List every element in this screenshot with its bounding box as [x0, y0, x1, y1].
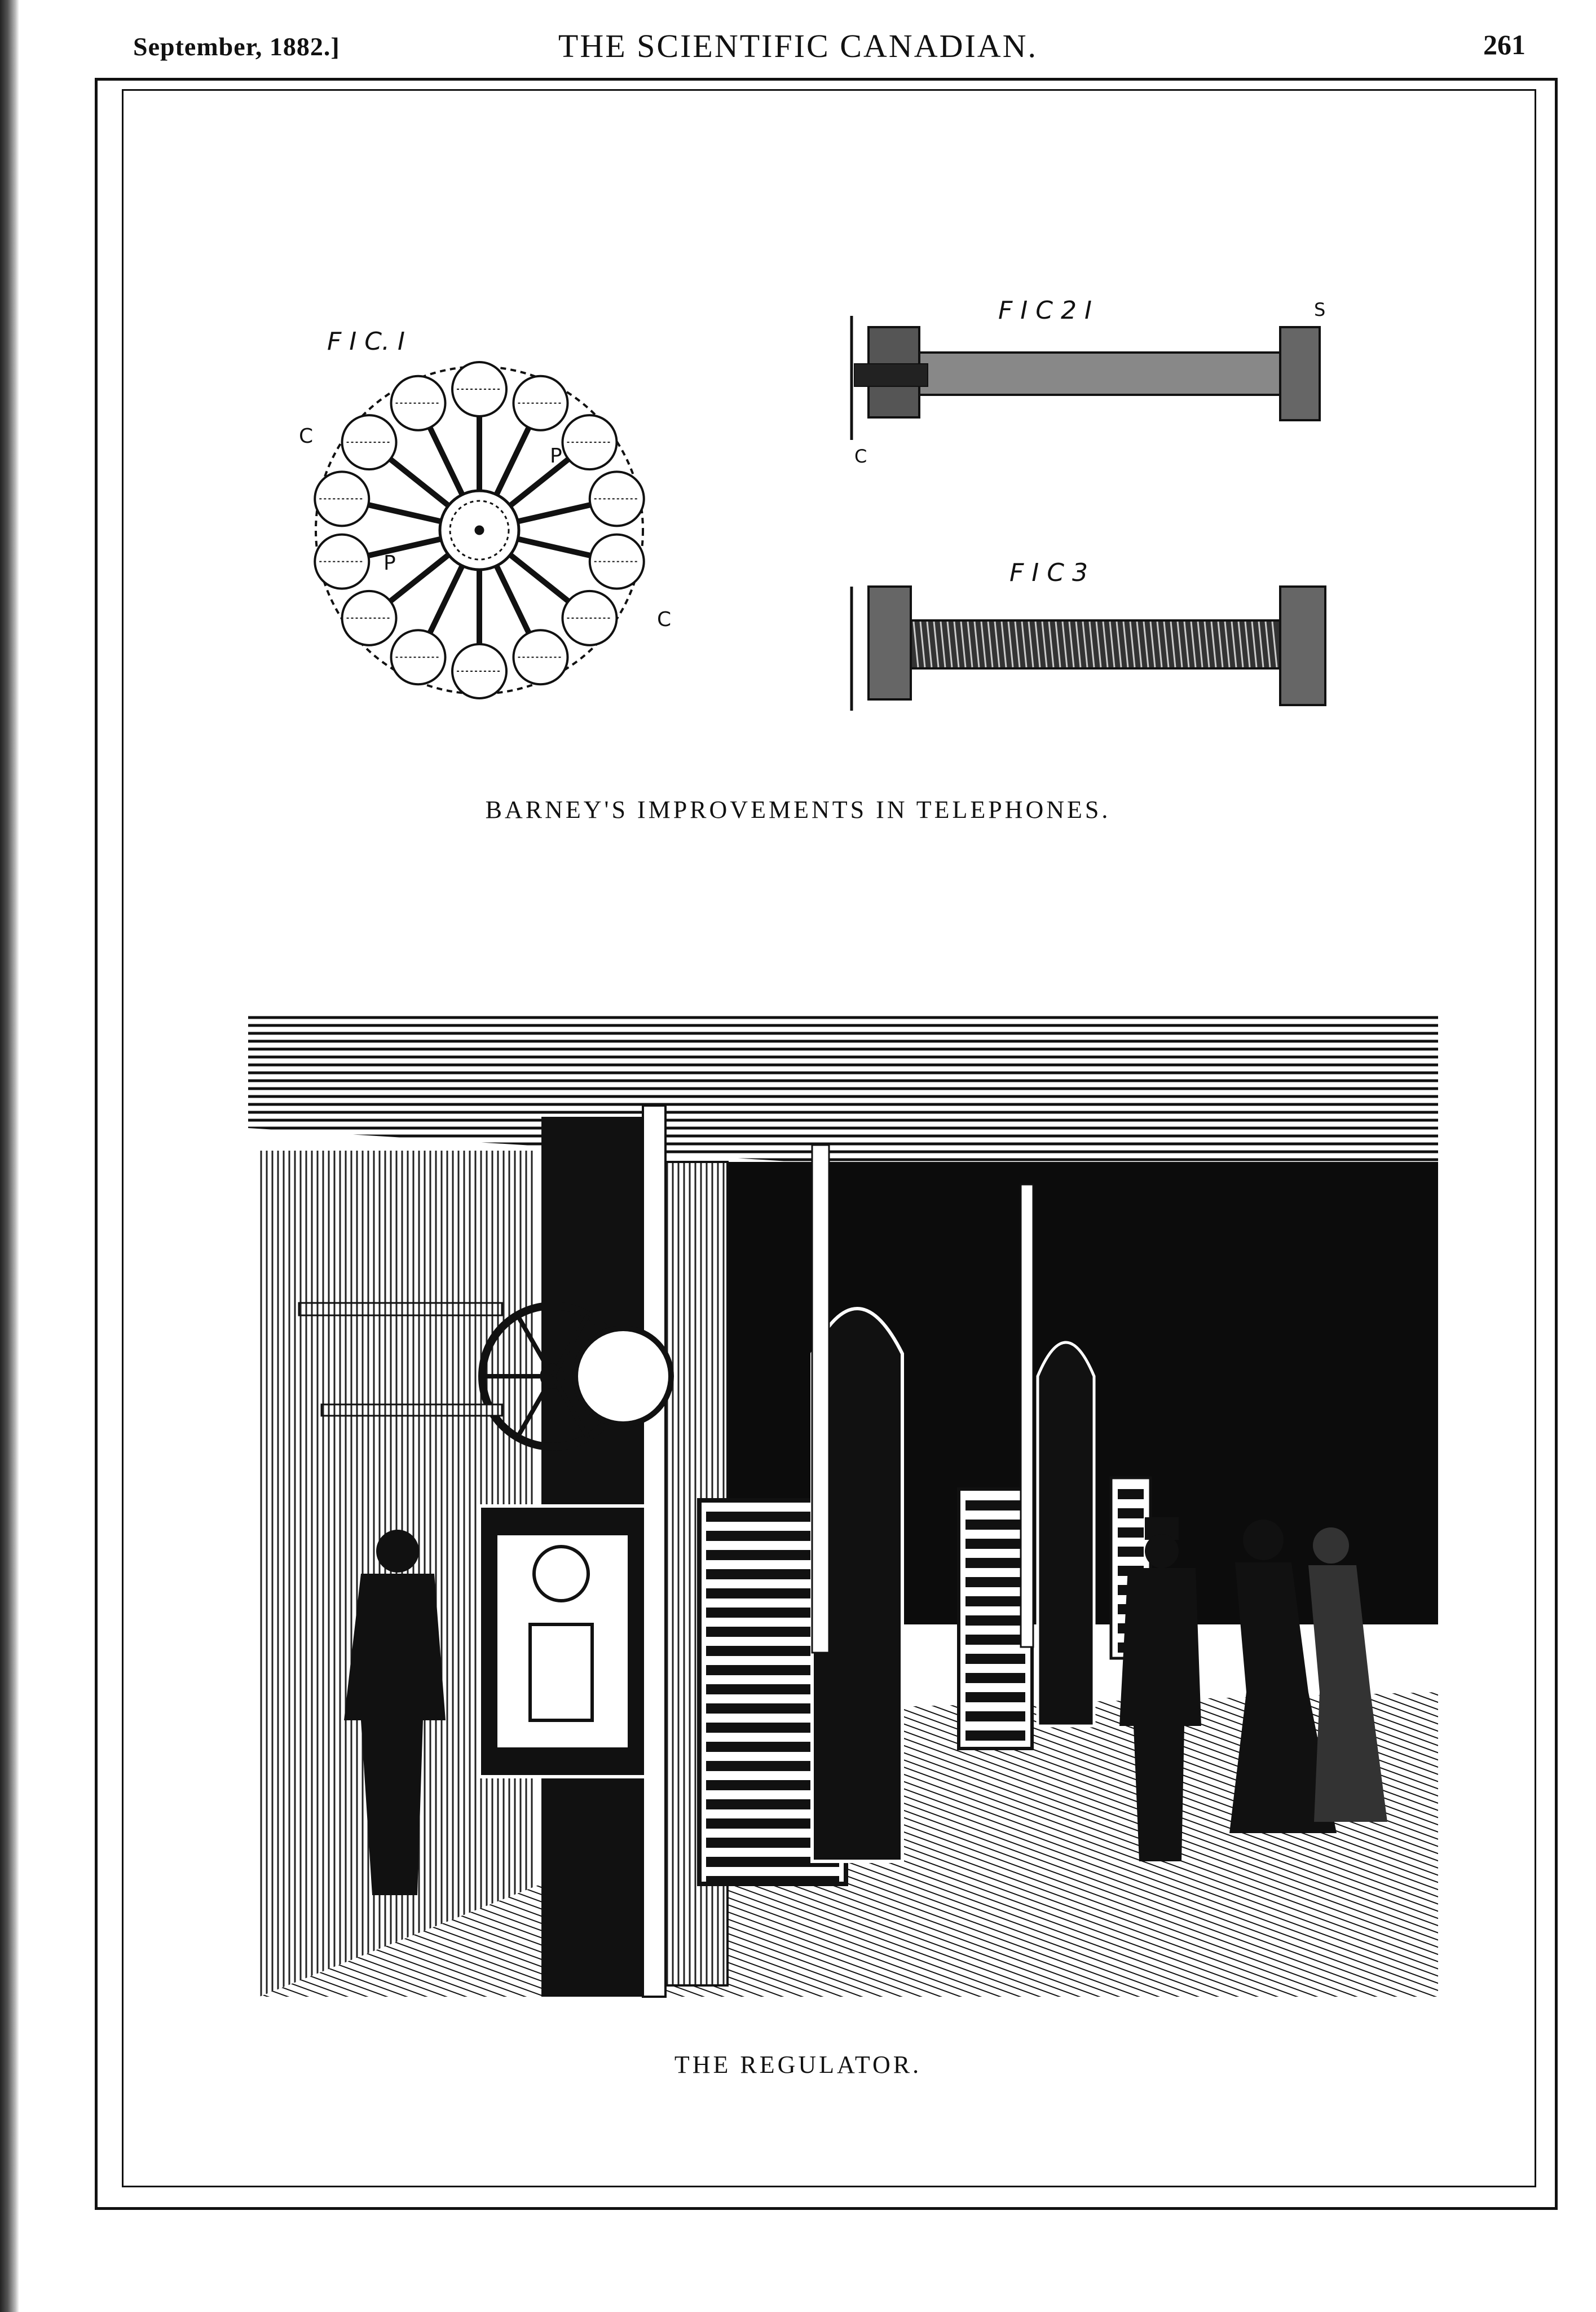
- fig1-letter-c-upper: C: [299, 425, 314, 448]
- fig2-rod-diagram: [852, 296, 1325, 467]
- fig3-label: F I C 3: [1009, 558, 1088, 587]
- fig3-coil-diagram: [852, 558, 1325, 711]
- caption-telephones: BARNEY'S IMPROVEMENTS IN TELEPHONES.: [485, 796, 1111, 823]
- header-publication-title: THE SCIENTIFIC CANADIAN.: [558, 28, 1038, 64]
- header-date: September, 1882.]: [133, 32, 340, 61]
- fig1-letter-c-lower: C: [657, 608, 672, 631]
- header-page-number: 261: [1483, 29, 1526, 60]
- regulator-engraving: [248, 1015, 1438, 2036]
- fig2-label: F I C 2 I: [998, 296, 1092, 325]
- fig2-letter-s: S: [1314, 299, 1326, 320]
- fig1-wheel-diagram: [299, 327, 671, 698]
- gauge-dial: [575, 1328, 671, 1424]
- fig2-letter-c: C: [854, 446, 867, 467]
- fig1-label: F I C. I: [327, 327, 405, 356]
- cabinet-dial: [534, 1547, 588, 1601]
- fig1-letter-p-upper: P: [550, 444, 562, 468]
- fig1-letter-p-lower: P: [383, 552, 396, 575]
- telephone-figures: [271, 293, 1376, 773]
- scanned-page-edge: [0, 0, 19, 2312]
- caption-regulator: THE REGULATOR.: [674, 2051, 922, 2078]
